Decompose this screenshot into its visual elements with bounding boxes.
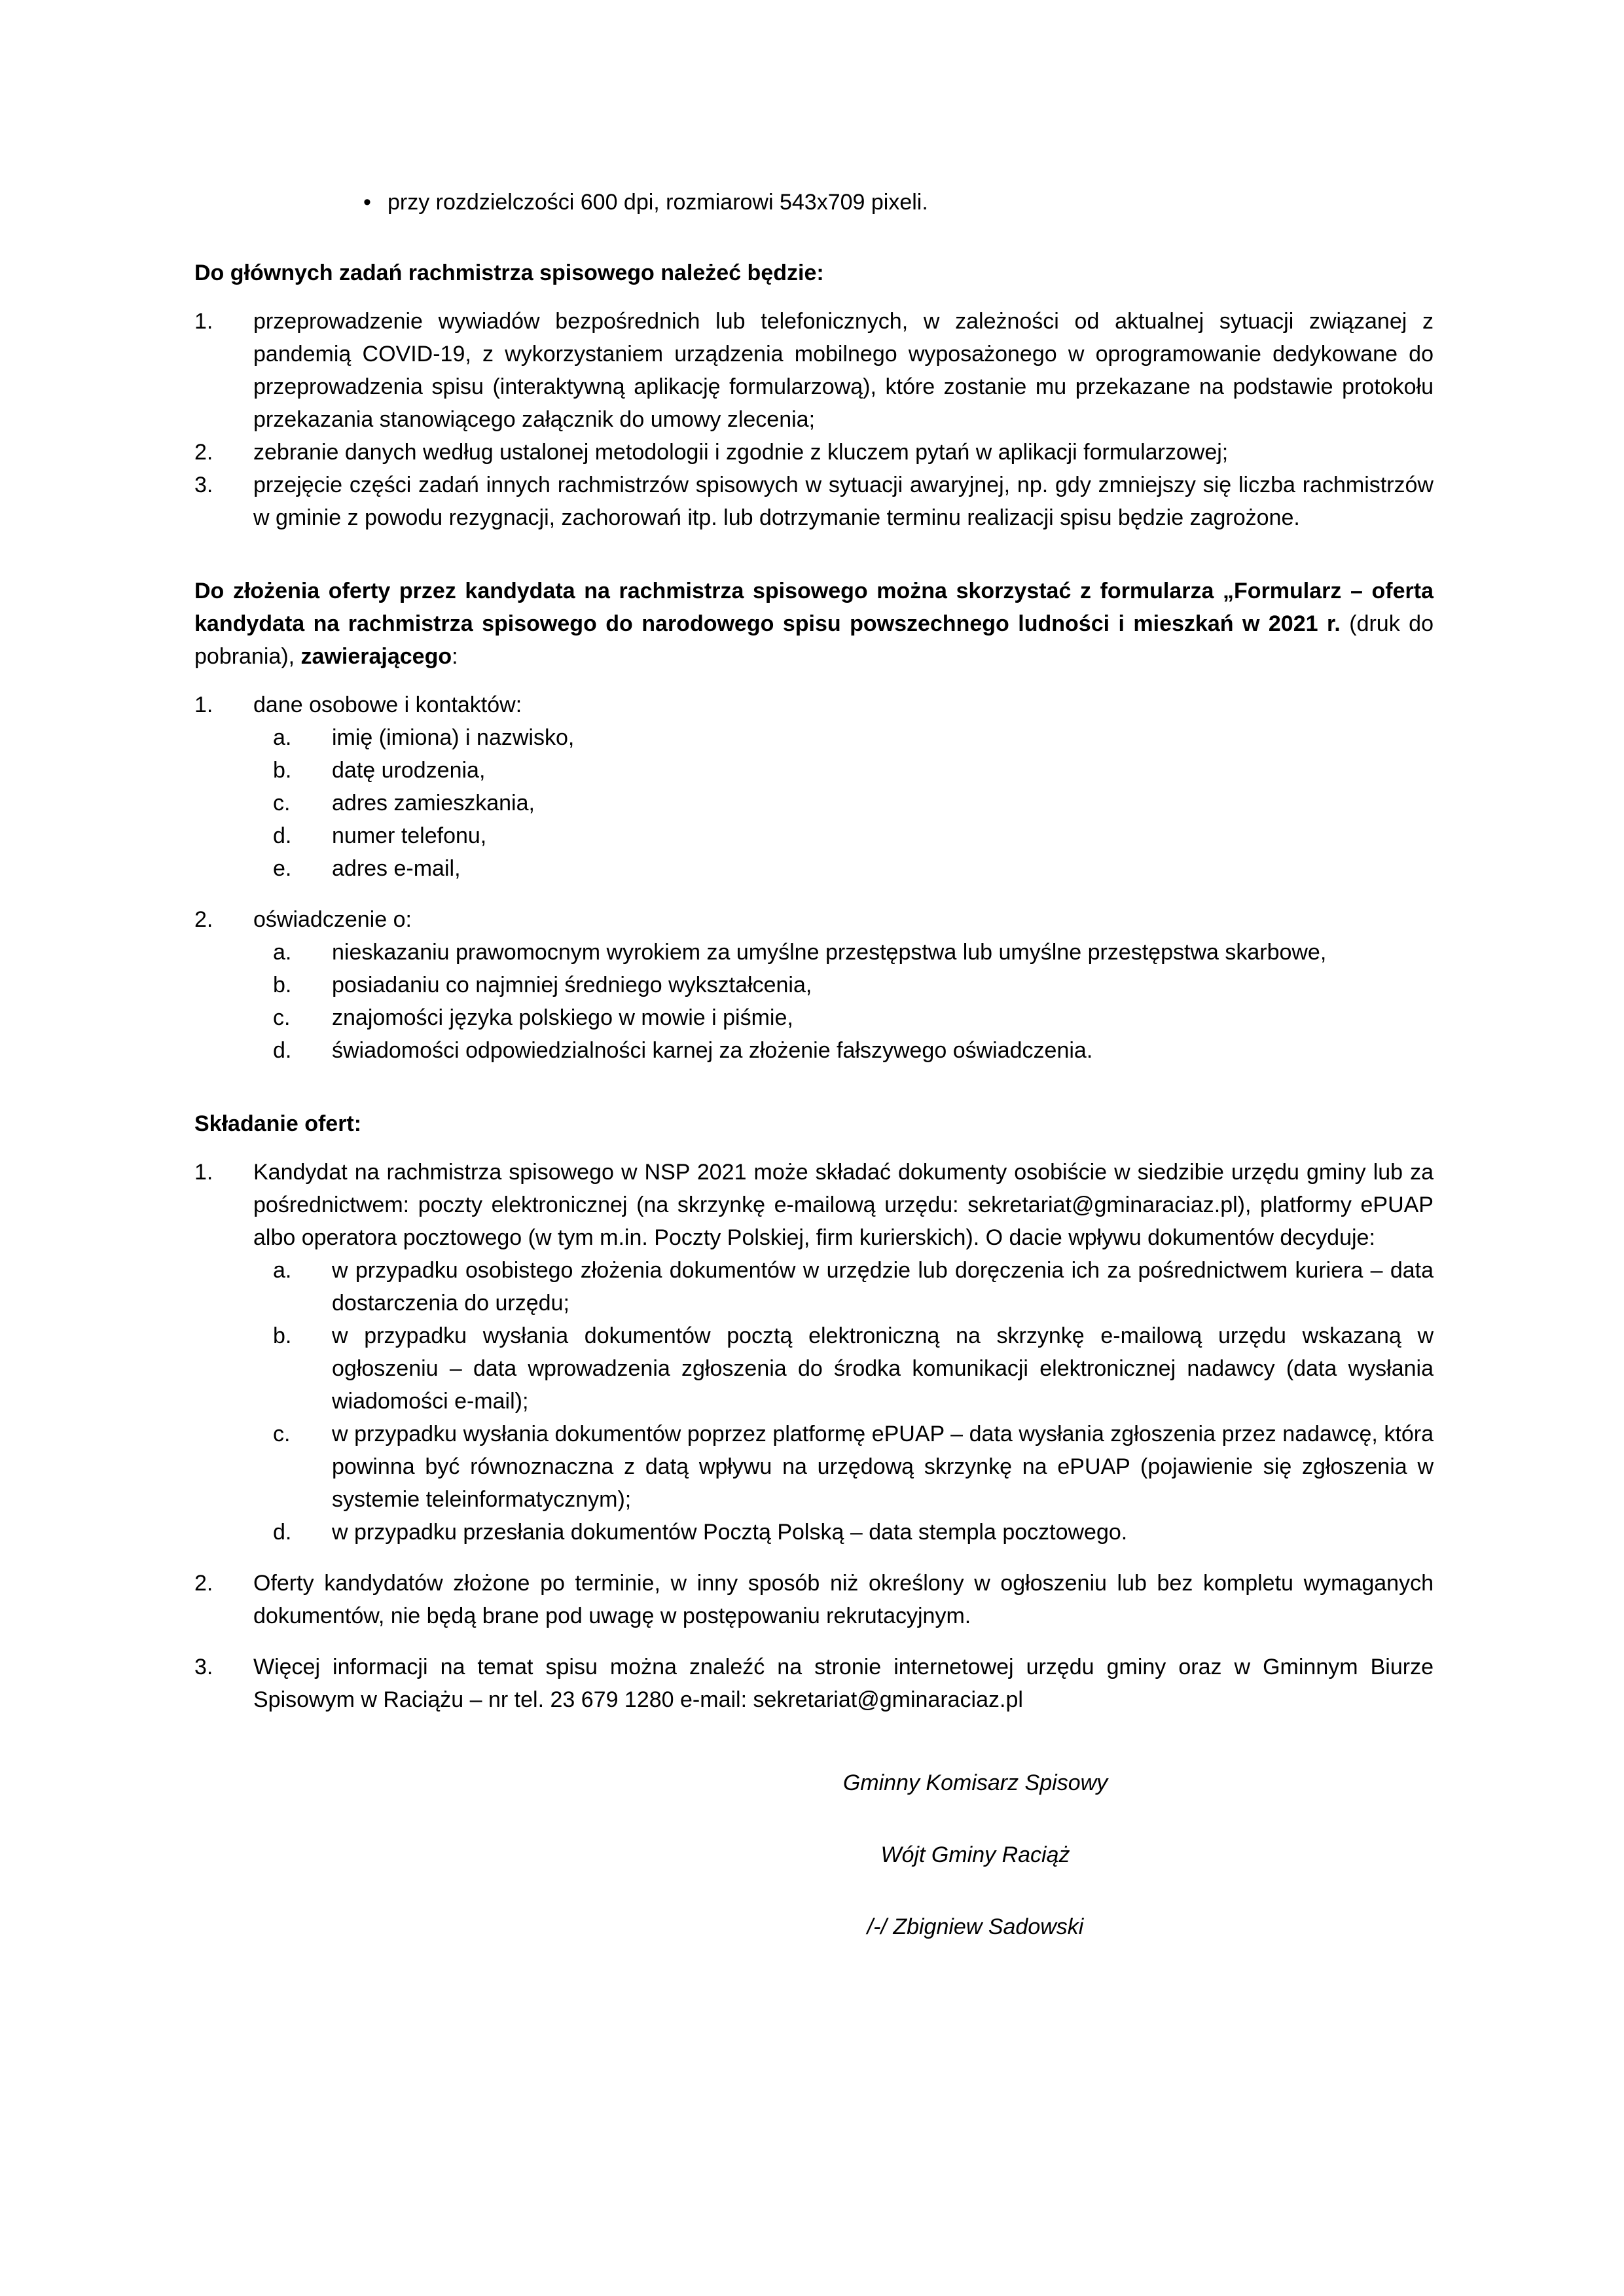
sub-text: świadomości odpowiedzialności karnej za złożenie fałszywego oświadczenia.	[332, 1038, 1093, 1063]
sub-letter: d.	[273, 1038, 292, 1063]
sub-text: znajomości języka polskiego w mowie i piśmie,	[332, 1005, 793, 1030]
signature-office: Wójt Gminy Raciąż	[880, 1842, 1070, 1867]
sub-text: w przypadku osobistego złożenia dokumentów w urzędzie lub doręczenia ich za pośrednictwem kuriera – data dostarczenia do urzędu;	[332, 1258, 1434, 1316]
sub-text: w przypadku wysłania dokumentów pocztą elektroniczną na skrzynkę e-mailową urzędu wskazaną w ogłoszeniu – data wprowadzenia zgłoszenia do środka komunikacji elektronicznej nadawcy (data wysłania wiadomości e-mail);	[332, 1323, 1434, 1414]
sub-item	[194, 1001, 1434, 1034]
sub-item	[194, 1034, 1434, 1067]
item-text: Oferty kandydatów złożone po terminie, w inny sposób niż określony w ogłoszeniu lub bez kompletu wymaganych dokumentów, nie będą brane pod uwagę w postępowaniu rekrutacyjnym.	[253, 1571, 1434, 1628]
list-item	[194, 903, 1434, 936]
form-intro-end: :	[452, 644, 458, 669]
sub-item	[194, 852, 1434, 885]
sub-letter: a.	[273, 725, 292, 750]
item-number: 1.	[194, 1160, 213, 1185]
item-text: oświadczenie o:	[253, 907, 412, 932]
form-intro-bold2: zawierającego	[300, 644, 452, 669]
item-number: 1.	[194, 692, 213, 717]
sub-letter: b.	[273, 973, 292, 997]
sub-item	[194, 969, 1434, 1001]
bullet-icon: •	[363, 190, 371, 215]
sub-text: datę urodzenia,	[332, 758, 486, 783]
sub-letter: a.	[273, 1258, 292, 1283]
list-item	[194, 1651, 1434, 1716]
sub-item	[194, 1319, 1434, 1418]
item-text: przejęcie części zadań innych rachmistrzów spisowych w sytuacji awaryjnej, np. gdy zmniejszy się liczba rachmistrzów w gminie z powodu rezygnacji, zachorowań itp. lub dotrzymanie terminu realizacji spisu będzie zagrożone.	[253, 473, 1434, 530]
sub-letter: c.	[273, 1005, 291, 1030]
sub-letter: e.	[273, 856, 292, 881]
sub-letter: b.	[273, 1323, 292, 1348]
form-intro-bold: Do złożenia oferty przez kandydata na rachmistrza spisowego można skorzystać z formularza „Formularz – oferta kandydata na rachmistrza spisowego do narodowego spisu powszechnego ludności i mieszkań w 2021 r.	[194, 579, 1434, 636]
list-item	[194, 1567, 1434, 1632]
sub-item	[194, 754, 1434, 787]
item-number: 1.	[194, 309, 213, 334]
form-intro	[194, 575, 1434, 673]
item-number: 3.	[194, 1655, 213, 1679]
signature-title: Gminny Komisarz Spisowy	[842, 1770, 1108, 1795]
item-text: Więcej informacji na temat spisu można znaleźć na stronie internetowej urzędu gminy oraz w Gminnym Biurze Spisowym w Raciążu – nr tel. 23 679 1280 e-mail: sekretariat@gminaraciaz.pl	[253, 1655, 1434, 1712]
bullet-item	[194, 190, 1434, 223]
item-text: zebranie danych według ustalonej metodologii i zgodnie z kluczem pytań w aplikacji formularzowej;	[253, 440, 1229, 465]
document-page	[194, 190, 1434, 1716]
bullet-text: przy rozdzielczości 600 dpi, rozmiarowi 543x709 pixeli.	[388, 190, 928, 215]
sub-item	[194, 1516, 1434, 1549]
sub-letter: c.	[273, 791, 291, 816]
sub-text: imię (imiona) i nazwisko,	[332, 725, 575, 750]
sub-letter: c.	[273, 1422, 291, 1446]
sub-item	[194, 787, 1434, 819]
list-item	[194, 469, 1434, 534]
list-item	[194, 1156, 1434, 1254]
form-list	[194, 689, 1434, 1067]
item-text: przeprowadzenie wywiadów bezpośrednich lub telefonicznych, w zależności od aktualnej sytuacji związanej z pandemią COVID-19, z wykorzystaniem urządzenia mobilnego wyposażonego w oprogramowanie dedykowane do przeprowadzenia spisu (interaktywną aplikację formularzową), które zostanie mu przekazane na podstawie protokołu przekazania stanowiącego załącznik do umowy zlecenia;	[253, 309, 1434, 432]
sub-letter: d.	[273, 1520, 292, 1545]
submission-heading: Składanie ofert:	[194, 1111, 362, 1136]
sub-letter: d.	[273, 823, 292, 848]
sub-text: adres e-mail,	[332, 856, 461, 881]
item-text: Kandydat na rachmistrza spisowego w NSP 2021 może składać dokumenty osobiście w siedzibie urzędu gminy lub za pośrednictwem: poczty elektronicznej (na skrzynkę e-mailową urzędu: sekretariat@gminaraciaz.pl), platformy ePUAP albo operatora pocztowego (w tym m.in. Poczty Polskiej, firm kurierskich). O dacie wpływu dokumentów decyduje:	[253, 1160, 1434, 1250]
sub-item	[194, 1418, 1434, 1516]
sub-item	[194, 819, 1434, 852]
list-item	[194, 689, 1434, 721]
sub-item	[194, 1254, 1434, 1319]
tasks-heading: Do głównych zadań rachmistrza spisowego należeć będzie:	[194, 260, 824, 285]
sub-text: nieskazaniu prawomocnym wyrokiem za umyślne przestępstwa lub umyślne przestępstwa skarbowe,	[332, 940, 1327, 965]
sub-text: numer telefonu,	[332, 823, 487, 848]
item-number: 3.	[194, 473, 213, 497]
item-number: 2.	[194, 440, 213, 465]
signature-name: /-/ Zbigniew Sadowski	[867, 1914, 1084, 1939]
item-number: 2.	[194, 1571, 213, 1596]
tasks-list	[194, 305, 1434, 534]
item-text: dane osobowe i kontaktów:	[253, 692, 522, 717]
item-number: 2.	[194, 907, 213, 932]
sub-letter: b.	[273, 758, 292, 783]
form-intro-note: (druk do pobrania),	[194, 611, 1434, 669]
sub-text: w przypadku wysłania dokumentów poprzez platformę ePUAP – data wysłania zgłoszenia przez nadawcę, która powinna być równoznaczna z datą wpływu na urzędową skrzynkę na ePUAP (pojawienie się zgłoszenia w systemie teleinformatycznym);	[332, 1422, 1434, 1512]
sub-text: adres zamieszkania,	[332, 791, 535, 816]
sub-item	[194, 936, 1434, 969]
list-item	[194, 436, 1434, 469]
list-item	[194, 305, 1434, 436]
sub-text: w przypadku przesłania dokumentów Pocztą Polską – data stempla pocztowego.	[332, 1520, 1128, 1545]
sub-letter: a.	[273, 940, 292, 965]
sub-text: posiadaniu co najmniej średniego wykształcenia,	[332, 973, 812, 997]
sub-item	[194, 721, 1434, 754]
submission-list	[194, 1156, 1434, 1716]
